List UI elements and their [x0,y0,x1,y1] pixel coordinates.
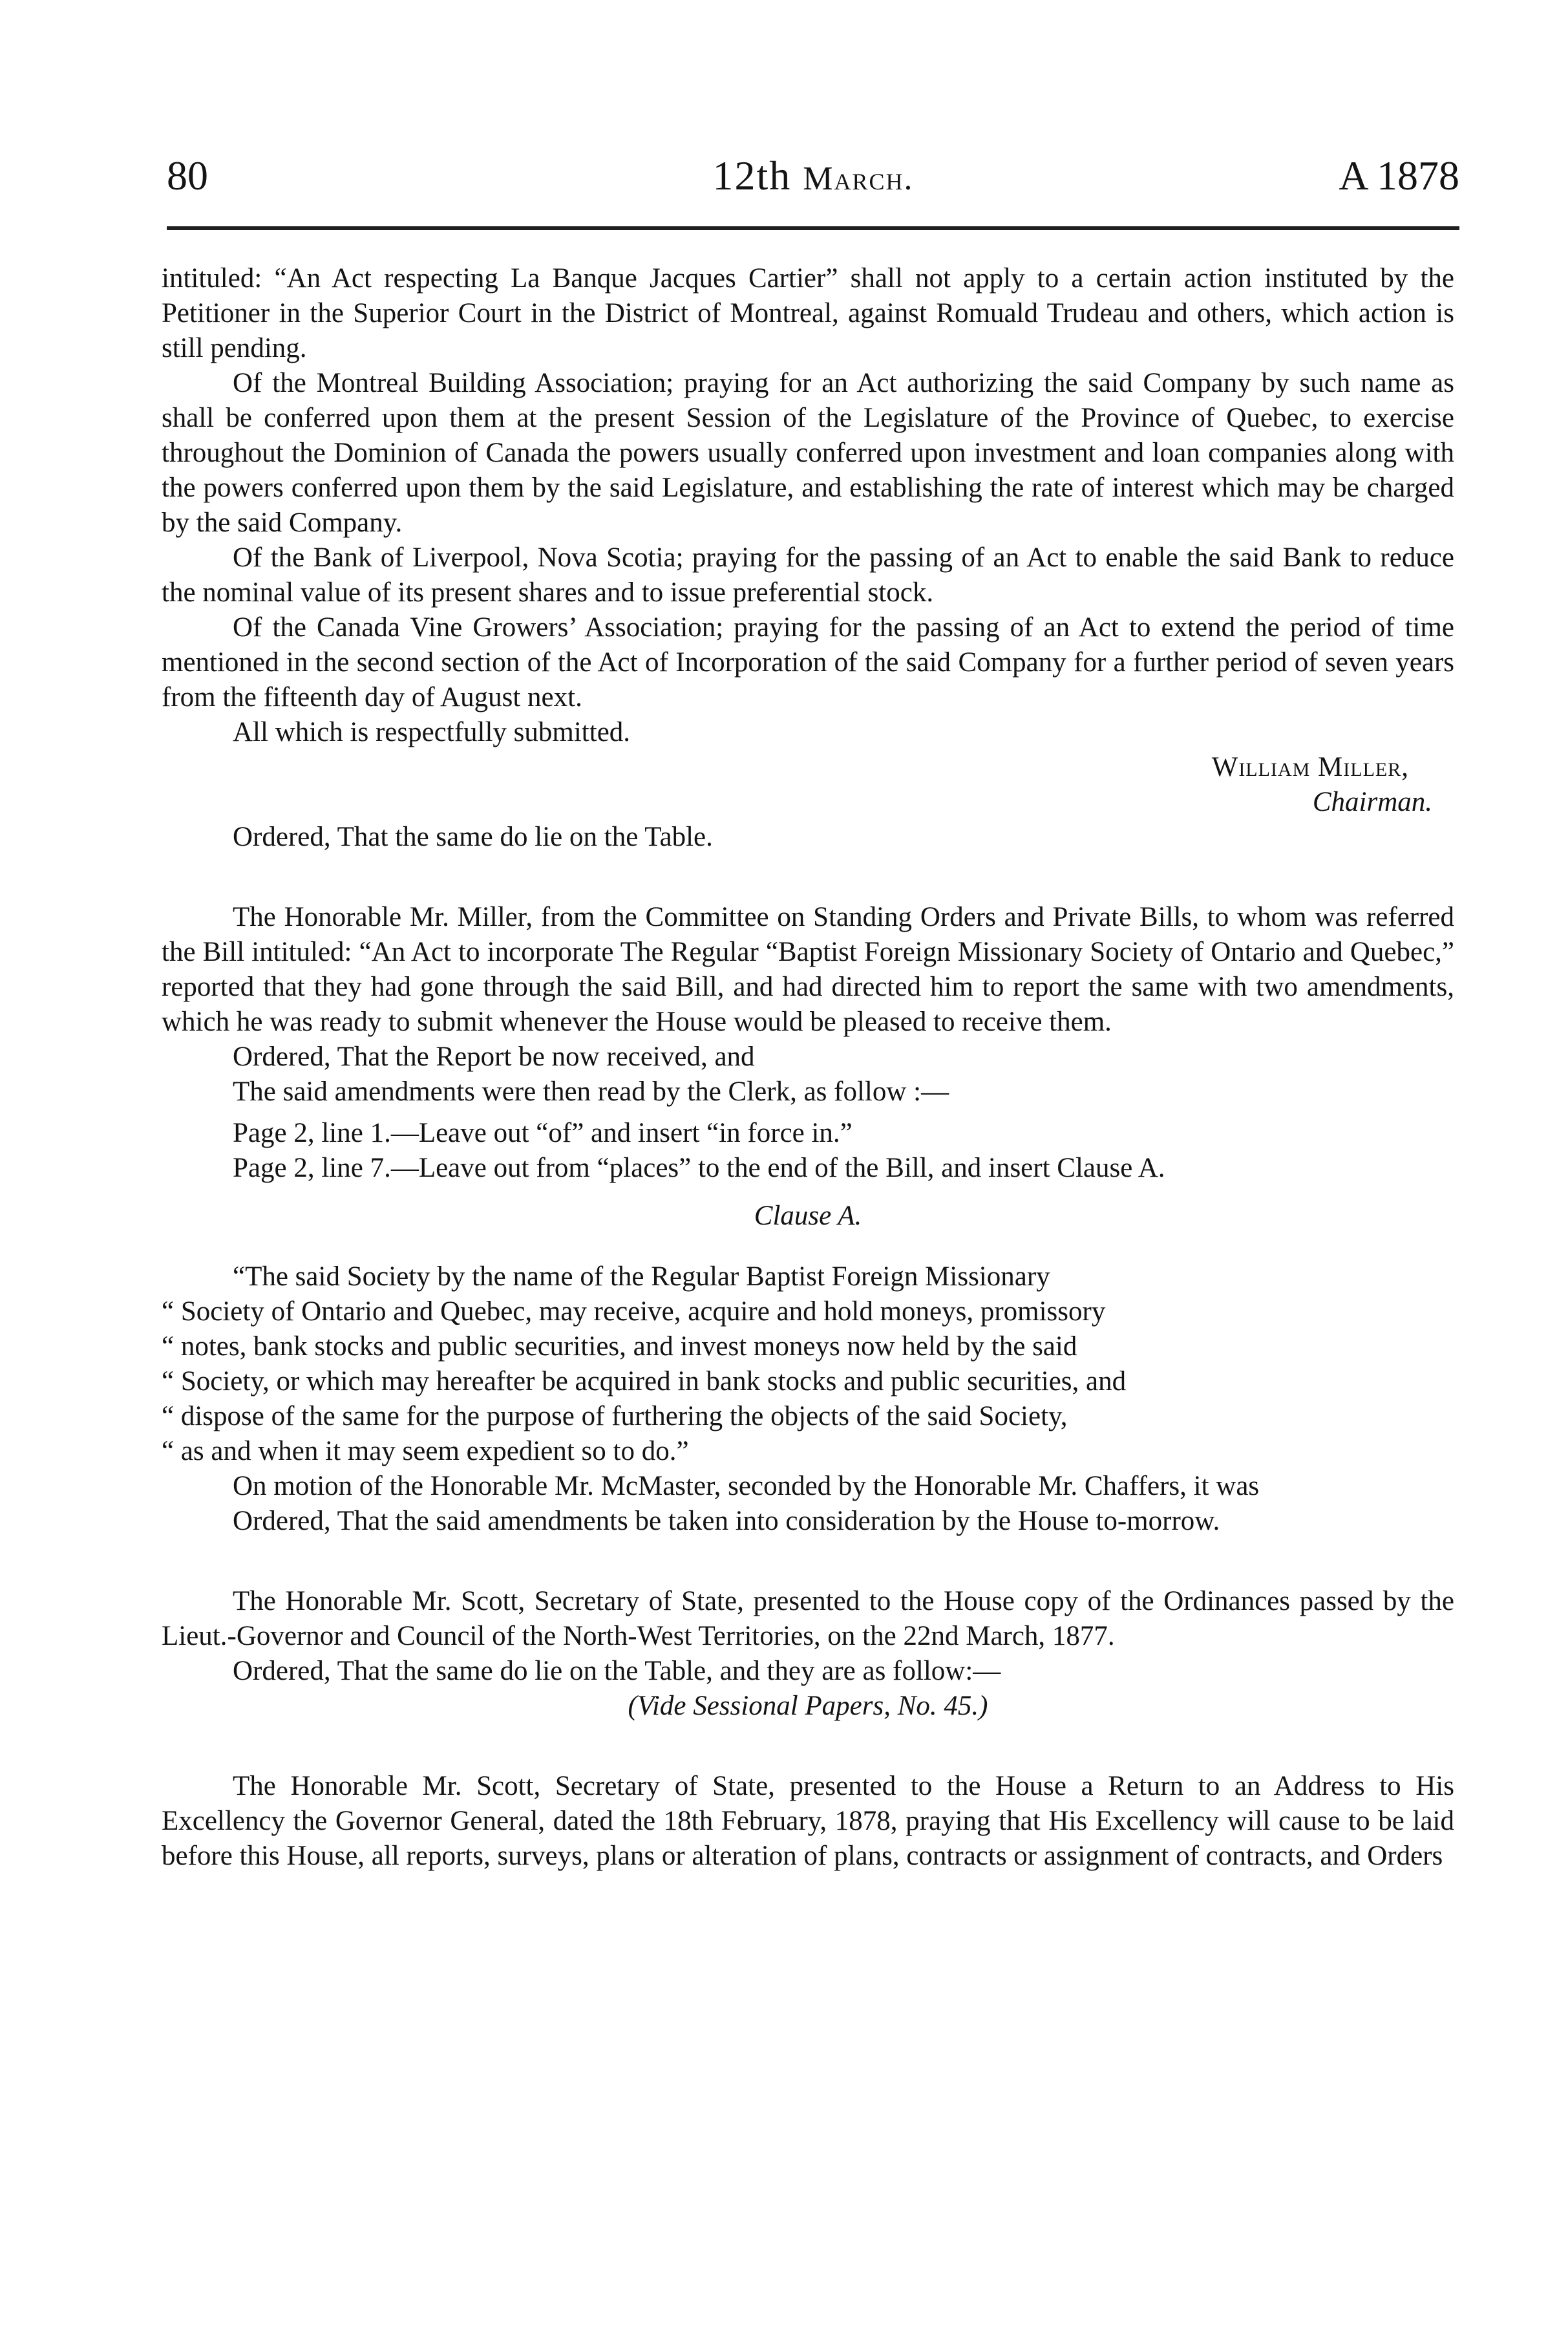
title-day: 12th [712,153,792,198]
paragraph-ordered-table: Ordered, That the same do lie on the Table. [233,822,713,852]
paragraph-vine-growers: Of the Canada Vine Growers’ Association; praying for the passing of an Act to extend the period of time mentioned in the second section of the Act of Incorporation of the said Company for a further period of seven years from the fifteenth day of August next. [162,612,1454,712]
title-month: March. [803,160,914,197]
quote-line: “ as and when it may seem expedient so to do.” [162,1436,689,1466]
paragraph-bank-liverpool: Of the Bank of Liverpool, Nova Scotia; praying for the passing of an Act to enable the said Bank to reduce the nominal value of its present shares and to issue preferential stock. [162,542,1454,608]
paragraph-amendments-read: The said amendments were then read by the Clerk, as follow :— [233,1076,949,1107]
paragraph-ordered-consideration: Ordered, That the said amendments be taken into consideration by the House to-morrow. [233,1506,1220,1536]
quote-line: “ Society of Ontario and Quebec, may receive, acquire and hold moneys, promissory [162,1296,1106,1327]
page-year: A 1878 [1339,153,1459,198]
paragraph-scott-return: The Honorable Mr. Scott, Secretary of State, presented to the House a Return to an Address to His Excellency the Governor General, dated the 18th February, 1878, praying that His Excellency will cause to be laid before this House, all reports, surveys, plans or alteration of plans, contracts or assignment of contracts, and Orders [162,1771,1454,1871]
paragraph-continuation: intituled: “An Act respecting La Banque Jacques Cartier” shall not apply to a certain action instituted by the Petitioner in the Superior Court in the District of Montreal, against Romuald Trudeau and others, which action is still pending. [162,263,1454,363]
body-text [162,261,1454,1874]
paragraph-ordered-report: Ordered, That the Report be now received, and [233,1042,755,1072]
signature-name: William Miller, [1211,752,1409,782]
clause-quote [162,1259,1454,1469]
quote-line: “ Society, or which may hereafter be acquired in bank stocks and public securities, and [162,1366,1127,1397]
paragraph-amendment-2: Page 2, line 7.—Leave out from “places” to the end of the Bill, and insert Clause A. [233,1153,1165,1183]
paragraph-amendment-1: Page 2, line 1.—Leave out “of” and insert “in force in.” [233,1118,853,1148]
quote-line: “ dispose of the same for the purpose of furthering the objects of the said Society, [162,1401,1068,1431]
paragraph-ordered-follow: Ordered, That the same do lie on the Table, and they are as follow:— [233,1656,1001,1686]
quote-line: “The said Society by the name of the Regular Baptist Foreign Missionary [233,1261,1050,1292]
page-header [167,150,1459,202]
clause-heading: Clause A. [754,1201,862,1231]
paragraph-scott-ordinances: The Honorable Mr. Scott, Secretary of State, presented to the House copy of the Ordinances passed by the Lieut.-Governor and Council of the North-West Territories, on the 22nd March, 1877. [162,1586,1454,1651]
paragraph-montreal-building: Of the Montreal Building Association; praying for an Act authorizing the said Company by such name as shall be conferred upon them at the present Session of the Legislature of the Province of Quebec, to exercise throughout the Dominion of Canada the powers usually conferred upon investment and loan companies along with the powers conferred upon them by the said Legislature, and establishing the rate of interest which may be charged by the said Company. [162,368,1454,538]
quote-line: “ notes, bank stocks and public securities, and invest moneys now held by the said [162,1331,1077,1362]
paragraph-miller-report: The Honorable Mr. Miller, from the Committee on Standing Orders and Private Bills, to whom was referred the Bill intituled: “An Act to incorporate The Regular “Baptist Foreign Missionary Society of Ontario and Quebec,” reported that they had gone through the said Bill, and had directed him to report the same with two amendments, which he was ready to submit whenever the House would be pleased to receive them. [162,902,1454,1037]
vide-sessional-papers: (Vide Sessional Papers, No. 45.) [628,1691,988,1721]
header-rule [167,226,1459,230]
page-title [167,150,1459,205]
signature-title: Chairman. [1312,787,1432,817]
paragraph-submitted: All which is respectfully submitted. [233,717,631,747]
page-number: 80 [167,153,208,198]
paragraph-motion-mcmaster: On motion of the Honorable Mr. McMaster, seconded by the Honorable Mr. Chaffers, it was [233,1471,1260,1501]
